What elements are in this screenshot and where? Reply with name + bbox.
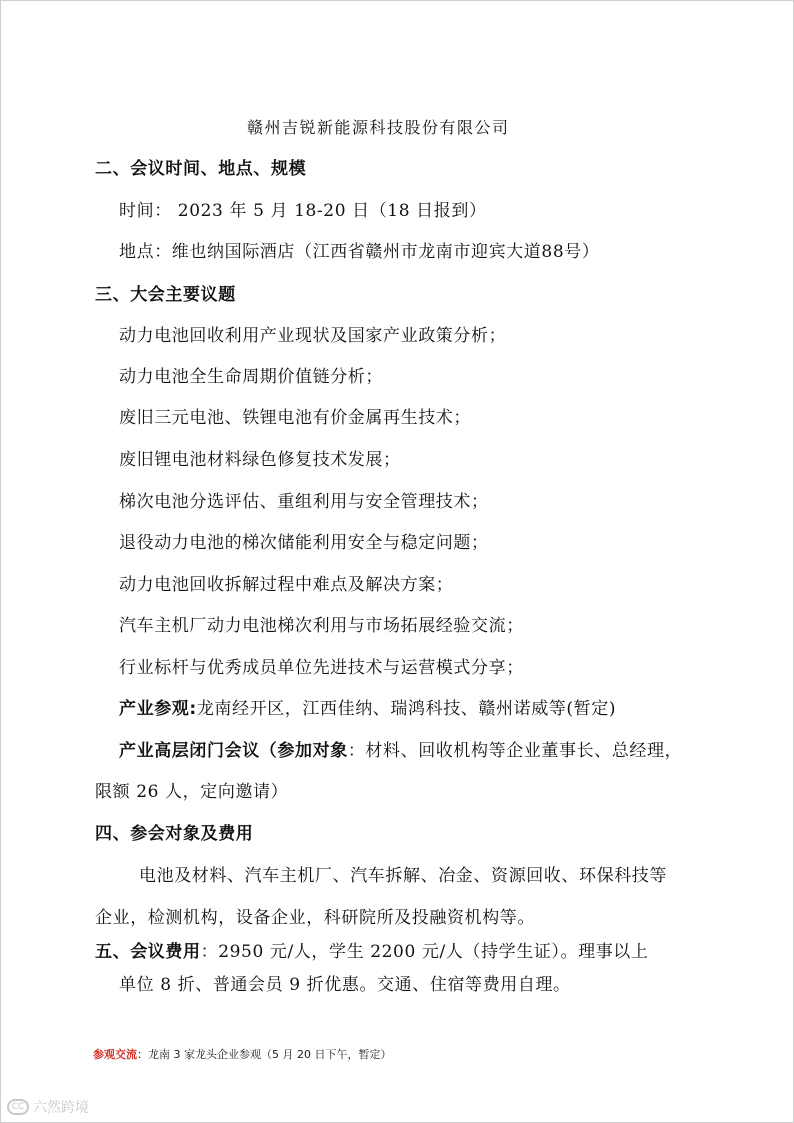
industry-visit-text: 龙南经开区，江西佳纳、瑞鸿科技、赣州诺威等(暂定) — [196, 699, 617, 719]
section3-heading: 三、大会主要议题 — [95, 285, 236, 305]
industry-visit — [119, 698, 616, 720]
watermark — [7, 1097, 89, 1117]
topic-item: 梯次电池分选评估、重组利用与安全管理技术； — [119, 492, 489, 512]
topic-item: 动力电池全生命周期价值链分析； — [119, 367, 383, 387]
topic-item: 动力电池回收拆解过程中难点及解决方案； — [119, 575, 454, 595]
fee-discount: 单位 8 折、普通会员 9 折优惠。交通、住宿等费用自理。 — [119, 975, 571, 995]
section2-heading: 二、会议时间、地点、规模 — [95, 159, 307, 179]
closed-meeting-label: 产业高层闭门会议（参加对象 — [119, 741, 348, 761]
topic-item: 动力电池回收利用产业现状及国家产业政策分析； — [119, 326, 507, 346]
fee-label: 五、会议费用 — [95, 942, 201, 962]
closed-meeting — [119, 740, 682, 762]
watermark-logo-icon: CC — [7, 1099, 29, 1115]
footnote-text: ：龙南 3 家龙头企业参观（5 月 20 日下午，暂定） — [137, 1048, 392, 1061]
industry-visit-label: 产业参观: — [119, 699, 197, 719]
closed-meeting-quota: 限额 26 人，定向邀请） — [95, 782, 289, 802]
participants-line1: 电池及材料、汽车主机厂、汽车拆解、冶金、资源回收、环保科技等 — [139, 866, 667, 886]
participants-line2: 企业，检测机构，设备企业，科研院所及投融资机构等。 — [95, 908, 535, 928]
fee-line — [95, 941, 649, 963]
fee-text: ：2950 元/人，学生 2200 元/人（持学生证）。理事以上 — [200, 942, 649, 962]
closed-meeting-text: ：材料、回收机构等企业董事长、总经理， — [347, 741, 683, 761]
topic-item: 行业标杆与优秀成员单位先进技术与运营模式分享； — [119, 658, 524, 678]
footnote-label: 参观交流 — [93, 1048, 137, 1061]
watermark-text: 六然跨境 — [33, 1100, 89, 1116]
visit-footnote — [93, 1047, 391, 1063]
document-title: 赣州吉锐新能源科技股份有限公司 — [247, 118, 510, 137]
topic-item: 汽车主机厂动力电池梯次利用与市场拓展经验交流； — [119, 616, 524, 636]
topic-item: 废旧三元电池、铁锂电池有价金属再生技术； — [119, 408, 471, 428]
meeting-time: 时间： 2023 年 5 月 18-20 日（18 日报到） — [119, 201, 487, 221]
meeting-place: 地点：维也纳国际酒店（江西省赣州市龙南市迎宾大道88号） — [119, 242, 600, 262]
topic-item: 退役动力电池的梯次储能利用安全与稳定问题； — [119, 533, 489, 553]
topic-item: 废旧锂电池材料绿色修复技术发展； — [119, 450, 401, 470]
section4-heading: 四、参会对象及费用 — [95, 824, 254, 844]
